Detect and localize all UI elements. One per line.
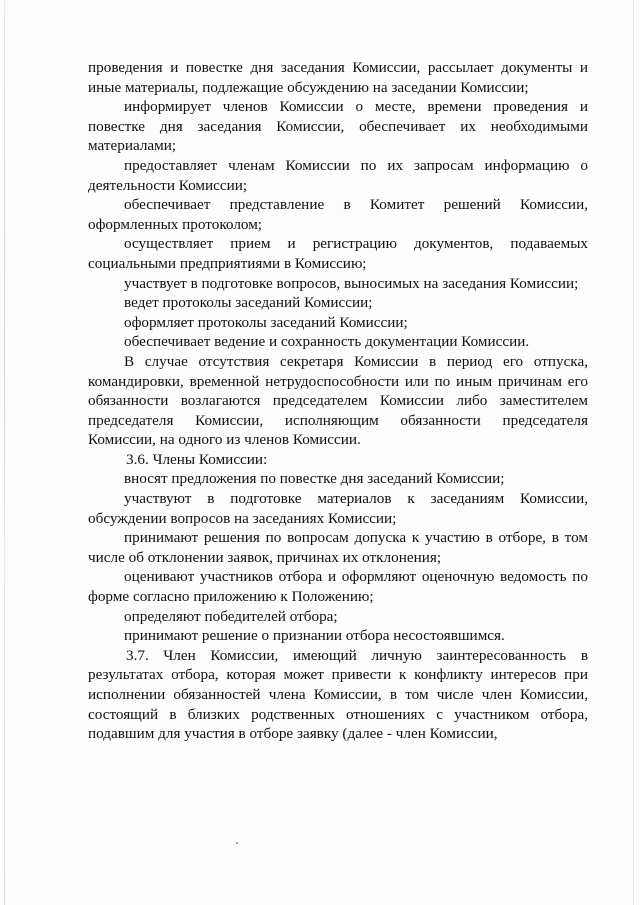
paragraph: участвует в подготовке вопросов, выносимых на заседания Комиссии; [124,274,579,292]
paragraph: оценивают участников отбора и оформляют оценочную ведомость по форме согласно приложению к Положению; [88,568,588,606]
paragraph: осуществляет прием и регистрацию документов, подаваемых социальными предприятиями в Комиссию; [88,235,588,272]
scan-speck [236,842,238,844]
paragraph: информирует членов Комиссии о месте, времени проведения и повестке дня заседания Комиссии, обеспечивает их необходимыми материалами; [88,98,588,155]
paragraph: обеспечивает представление в Комитет решений Комиссии, оформленных протоколом; [88,196,588,233]
paragraph: участвуют в подготовке материалов к заседаниям Комиссии, обсуждении вопросов на заседаниях Комиссии; [88,490,588,527]
document-body [88,58,588,744]
scan-edge-left [4,0,5,905]
paragraph: определяют победителей отбора; [124,607,338,625]
paragraph: В случае отсутствия секретаря Комиссии в период его отпуска, командировки, временной нетрудоспособности или по иным причинам его обязанности возлагаются председателем Комиссии либо заместителем председателя Комиссии, исполняющим обязанности председателя Комиссии, на одного из членов Комиссии. [88,352,588,449]
section-heading: 3.6. Члены Комиссии: [126,450,268,468]
paragraph: проведения и повестке дня заседания Комиссии, рассылает документы и иные материалы, подлежащие обсуждению на заседании Комиссии; [88,59,588,96]
paragraph: оформляет протоколы заседаний Комиссии; [124,313,408,331]
paragraph: обеспечивает ведение и сохранность документации Комиссии. [124,333,530,351]
paragraph: 3.7. Член Комиссии, имеющий личную заинтересованность в результатах отбора, которая может привести к конфликту интересов при исполнении обязанностей члена Комиссии, в том числе член Комиссии, состоящий в близких родственных отношениях с участником отбора, подавшим для участия в отборе заявку (далее - член Комиссии, [88,646,588,743]
paragraph: принимают решение о признании отбора несостоявшимся. [124,627,505,645]
paragraph: предоставляет членам Комиссии по их запросам информацию о деятельности Комиссии; [88,156,588,194]
paragraph: ведет протоколы заседаний Комиссии; [124,294,373,312]
scan-edge-right [633,0,634,905]
paragraph: вносят предложения по повестке дня заседаний Комиссии; [124,470,505,488]
paragraph: принимают решения по вопросам допуска к участию в отборе, в том числе об отклонении заявок, причинах их отклонения; [88,529,588,566]
